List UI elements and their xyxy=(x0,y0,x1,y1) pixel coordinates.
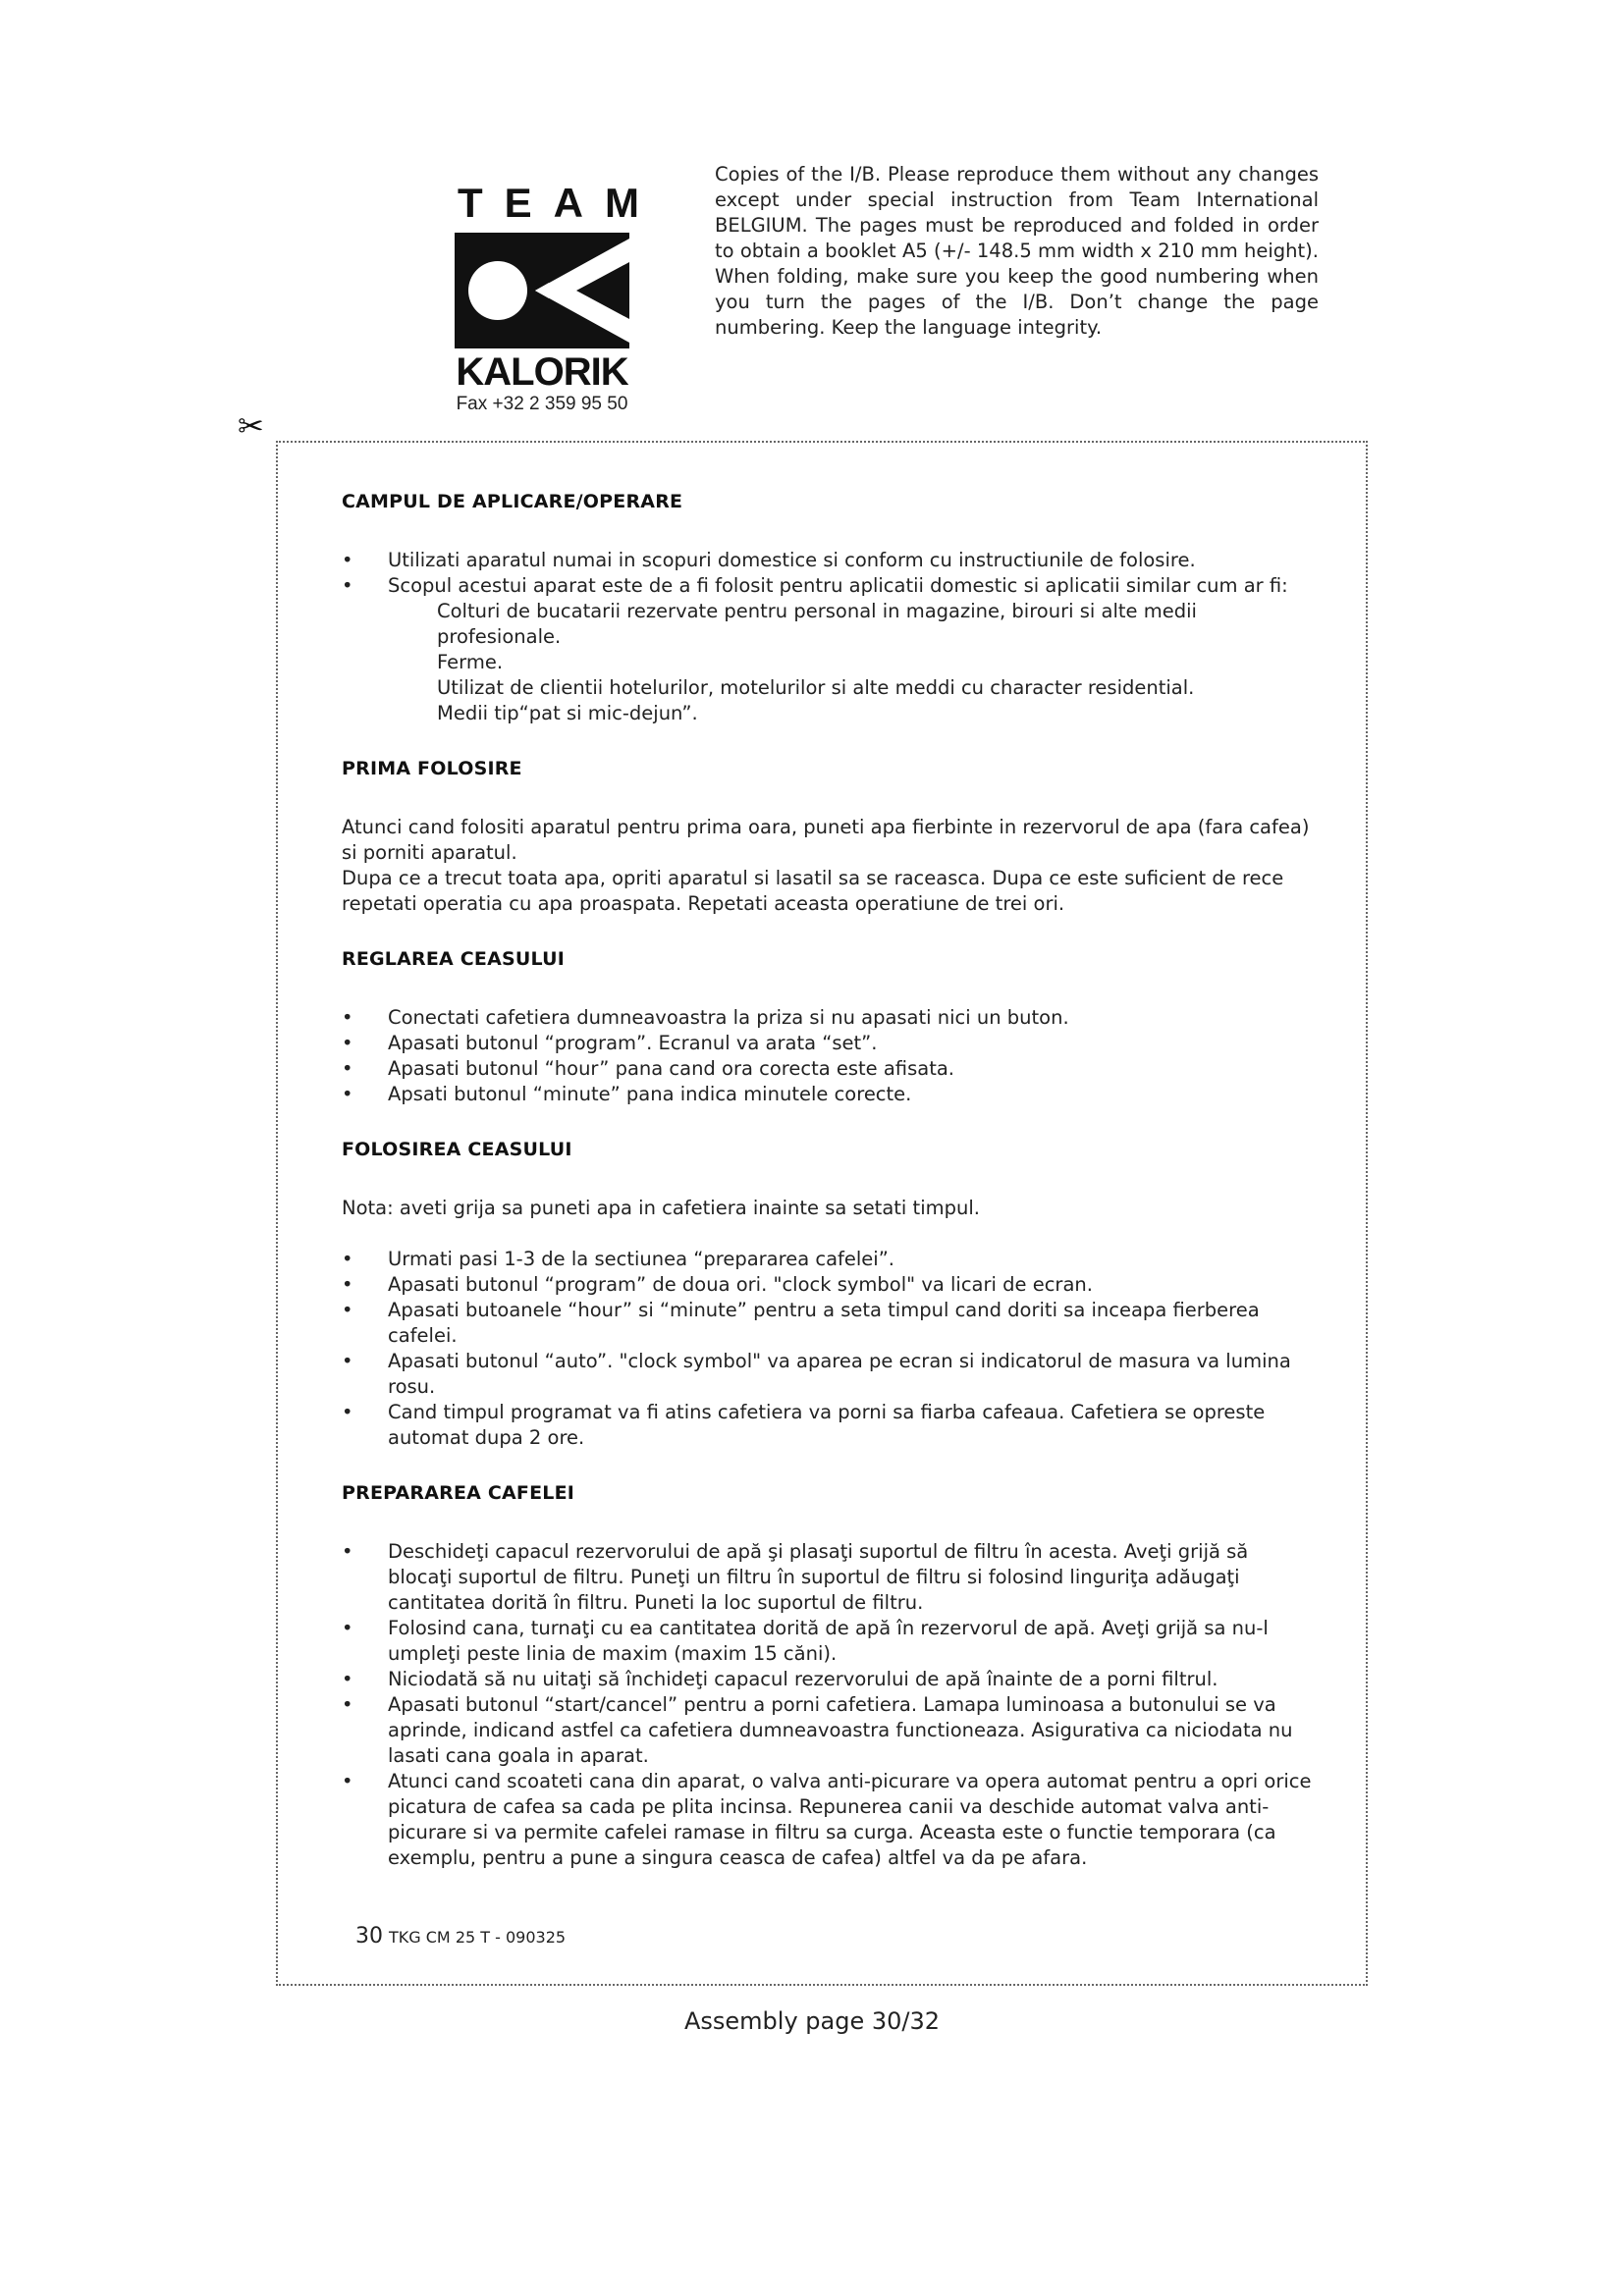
note-paragraph: Nota: aveti grija sa puneti apa in cafetiera inainte sa setati timpul. xyxy=(342,1197,980,1219)
folosirea-list xyxy=(342,1247,1312,1451)
list-item: • Folosind cana, turnaţi cu ea cantitatea dorită de apă în rezervorul de apă. Aveţi grijă sa nu-l umpleţi peste linia de maxim (maxim 15 căni). xyxy=(342,1616,1312,1667)
paragraph: Atunci cand folositi aparatul pentru prima oara, puneti apa fierbinte in rezervorul de apa (fara cafea) si porniti aparatul. xyxy=(342,816,1310,864)
list-item: • Apasati butonul “auto”. "clock symbol" va aparea pe ecran si indicatorul de masura va lumina rosu. xyxy=(342,1349,1312,1400)
section-title-reglarea: REGLAREA CEASULUI xyxy=(342,948,566,970)
campul-list xyxy=(342,548,1312,599)
sub-item: Colturi de bucatarii rezervate pentru personal in magazine, birouri si alte medii profesionale. xyxy=(437,600,1197,648)
team-kalorik-logo xyxy=(444,180,661,415)
paragraph: Dupa ce a trecut toata apa, opriti aparatul si lasatil sa se raceasca. Dupa ce este suficient de rece repetati operatia cu apa proaspata. Repetati aceasta operatiune de trei ori. xyxy=(342,867,1284,915)
reglarea-list xyxy=(342,1005,1312,1107)
section-title-prepararea: PREPARAREA CAFELEI xyxy=(342,1482,575,1504)
list-item: • Utilizati aparatul numai in scopuri domestice si conform cu instructiunile de folosire. xyxy=(342,548,1312,573)
list-item: • Apasati butonul “hour” pana cand ora corecta este afisata. xyxy=(342,1056,1312,1082)
list-item: • Urmati pasi 1-3 de la sectiunea “prepararea cafelei”. xyxy=(342,1247,1312,1272)
prepararea-list xyxy=(342,1539,1312,1871)
sub-item: Utilizat de clientii hotelurilor, motelurilor si alte meddi cu character residential. xyxy=(437,676,1195,699)
sub-item: Medii tip“pat si mic-dejun”. xyxy=(437,702,698,724)
instruction-content xyxy=(342,489,1312,1871)
list-item: • Scopul acestui aparat este de a fi folosit pentru aplicatii domestic si aplicatii similar cum ar fi: xyxy=(342,573,1312,599)
reproduction-instructions: Copies of the I/B. Please reproduce them without any changes except under special instruction from Team International BELGIUM. The pages must be reproduced and folded in order to obtain a booklet A5 (+/- 148.5 mm width x 210 mm height). When folding, make sure you keep the good numbering when you turn the pages of the I/B. Don’t change the page numbering. Keep the language integrity. xyxy=(715,163,1319,339)
list-item: • Deschideţi capacul rezervorului de apă şi plasaţi suportul de filtru în acesta. Aveţi grijă să blocaţi suportul de filtru. Puneţi un filtru în suportul de filtru si folosind linguriţa adăugaţi cantitatea dorită în filtru. Puneti la loc suportul de filtru. xyxy=(342,1539,1312,1616)
list-item: • Cand timpul programat va fi atins cafetiera va porni sa fiarba cafeaua. Cafetiera se opreste automat dupa 2 ore. xyxy=(342,1400,1312,1451)
section-title-folosirea: FOLOSIREA CEASULUI xyxy=(342,1139,572,1160)
list-item: • Niciodată să nu uitaţi să închideţi capacul rezervorului de apă înainte de a porni filtrul. xyxy=(342,1667,1312,1692)
list-item: • Atunci cand scoateti cana din aparat, o valva anti-picurare va opera automat pentru a opri orice picatura de cafea sa cada pe plita incinsa. Repunerea canii va deschide automat valva anti-picurare si va permite cafelei ramase in filtru sa curga. Aceasta este o functie temporara (ca exemplu, pentru a pune a singura ceasca de cafea) altfel va da pe afara. xyxy=(342,1769,1312,1871)
logo-brand-text: KALORIK xyxy=(456,350,628,394)
list-item: • Apsati butonul “minute” pana indica minutele corecte. xyxy=(342,1082,1312,1107)
list-item: • Apasati butoanele “hour” si “minute” pentru a seta timpul cand doriti sa inceapa fierberea cafelei. xyxy=(342,1298,1312,1349)
model-code: TKG CM 25 T - 090325 xyxy=(389,1928,567,1947)
section-title-campul: CAMPUL DE APLICARE/OPERARE xyxy=(342,491,683,512)
section-title-prima: PRIMA FOLOSIRE xyxy=(342,758,522,779)
scissors-icon: ✂ xyxy=(238,407,264,445)
list-item: • Apasati butonul “program” de doua ori. "clock symbol" va licari de ecran. xyxy=(342,1272,1312,1298)
list-item: • Apasati butonul “start/cancel” pentru a porni cafetiera. Lamapa luminoasa a butonului se va aprinde, indicand astfel ca cafetiera dumneavoastra functioneaza. Asigurativa ca niciodata nu lasati cana goala in aparat. xyxy=(342,1692,1312,1769)
list-item: • Conectati cafetiera dumneavoastra la priza si nu apasati nici un buton. xyxy=(342,1005,1312,1031)
sub-item: Ferme. xyxy=(437,651,504,673)
page-footer xyxy=(355,1924,566,1949)
kalorik-k-mark-icon xyxy=(455,233,629,348)
list-item: • Apasati butonul “program”. Ecranul va arata “set”. xyxy=(342,1031,1312,1056)
logo-team-text: TEAM xyxy=(458,180,661,226)
fax-number: Fax +32 2 359 95 50 xyxy=(456,394,628,414)
page-number: 30 xyxy=(355,1924,383,1949)
assembly-page-label: Assembly page 30/32 xyxy=(683,2007,941,2035)
